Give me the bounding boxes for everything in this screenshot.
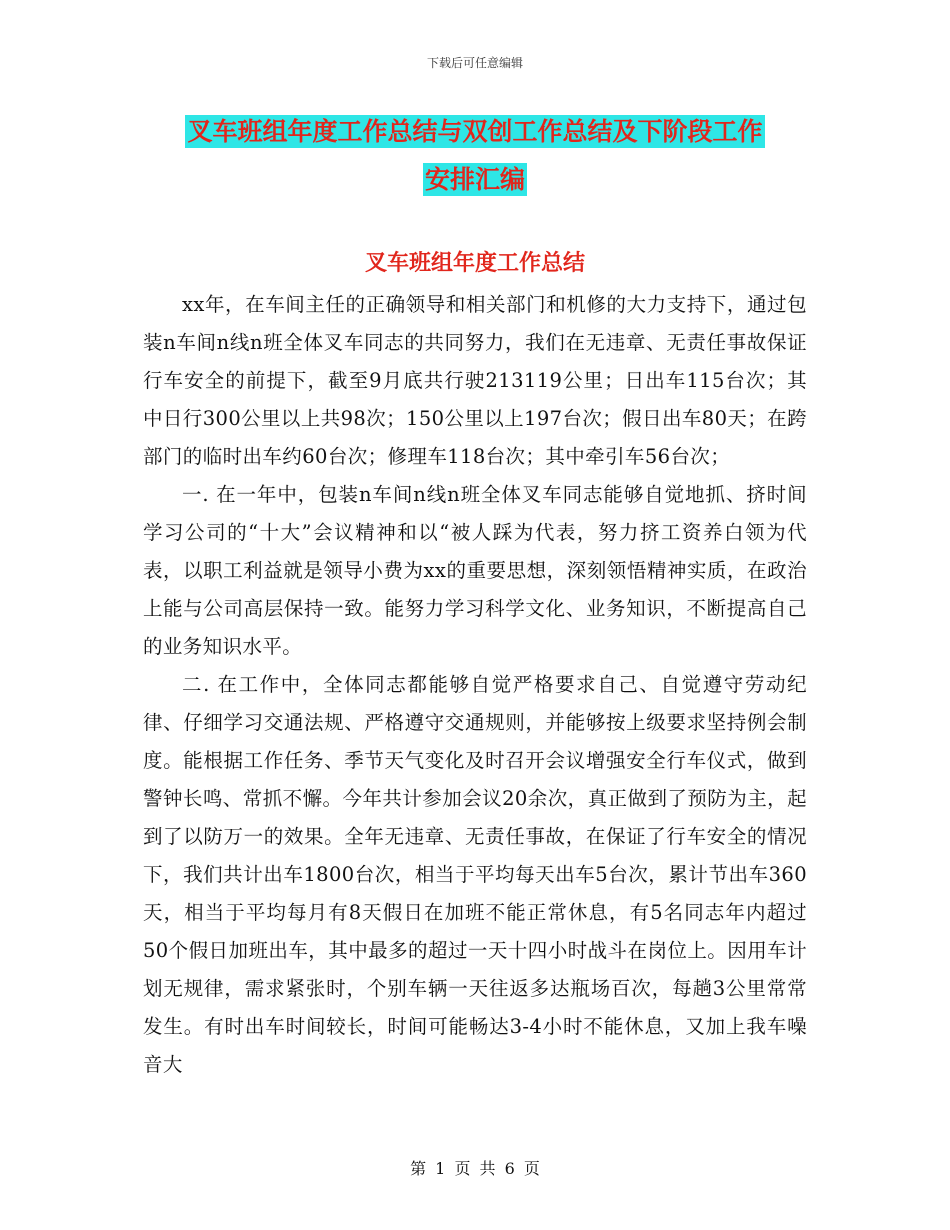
- header-note: 下载后可任意编辑: [426, 56, 523, 70]
- document-body: [143, 286, 807, 1084]
- paragraph: 一. 在一年中，包装n车间n线n班全体叉车同志能够自觉地抓、挤时间学习公司的“十大”会议精神和以“被人踩为代表，努力挤工资养白领为代表，以职工利益就是领导小费为xx的重要思想，深刻领悟精神实质，在政治上能与公司高层保持一致。能努力学习科学文化、业务知识，不断提高自己的业务知识水平。: [143, 483, 807, 658]
- paragraph: xx年，在车间主任的正确领导和相关部门和机修的大力支持下，通过包装n车间n线n班全体叉车同志的共同努力，我们在无违章、无责任事故保证行车安全的前提下，截至9月底共行驶213119公里；日出车115台次；其中日行300公里以上共98次；150公里以上197台次；假日出车80天；在跨部门的临时出车约60台次；修理车118台次；其中牵引车56台次；: [143, 293, 807, 468]
- document-title-line-2: 安排汇编: [424, 165, 525, 194]
- section-title: 叉车班组年度工作总结: [364, 250, 585, 276]
- paragraph: 二. 在工作中，全体同志都能够自觉严格要求自己、自觉遵守劳动纪律、仔细学习交通法规、严格遵守交通规则，并能够按上级要求坚持例会制度。能根据工作任务、季节天气变化及时召开会议增强安全行车仪式，做到警钟长鸣、常抓不懈。今年共计参加会议20余次，真正做到了预防为主，起到了以防万一的效果。全年无违章、无责任事故，在保证了行车安全的情况下，我们共计出车1800台次，相当于平均每天出车5台次，累计节出车360天，相当于平均每月有8天假日在加班不能正常休息，有5名同志年内超过50个假日加班出车，其中最多的超过一天十四小时战斗在岗位上。因用车计划无规律，需求紧张时，个别车辆一天往返多达瓶场百次，每趟3公里常常发生。有时出车时间较长，时间可能畅达3-4小时不能休息，又加上我车噪音大: [143, 673, 807, 1076]
- document-title: [0, 108, 950, 204]
- page-number-footer: 第 1 页 共 6 页: [410, 1159, 540, 1178]
- document-title-line-1: 叉车班组年度工作总结与双创工作总结及下阶段工作: [187, 117, 763, 146]
